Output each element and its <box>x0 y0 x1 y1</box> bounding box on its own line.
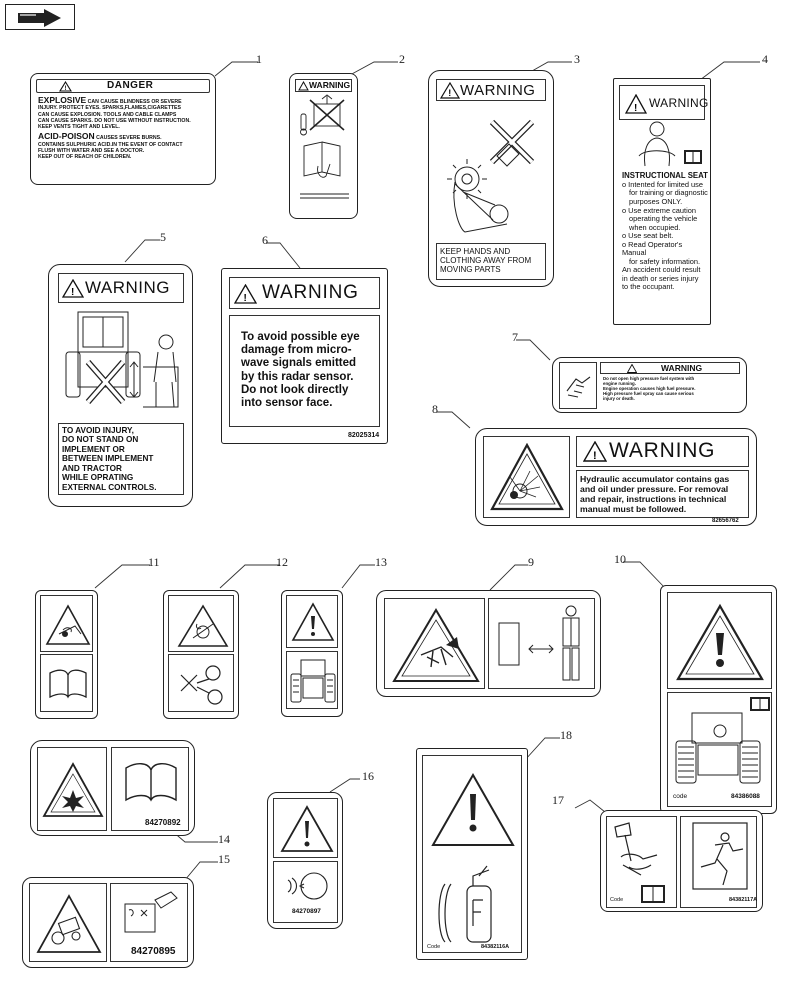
warning-battery-pictogram-decal[interactable] <box>289 73 358 219</box>
callout-number: 10 <box>614 552 626 566</box>
danger-text <box>38 97 213 161</box>
ear-protection-warning-decal[interactable] <box>267 792 343 929</box>
hearing-panel <box>273 861 338 923</box>
warning-line: IMPLEMENT OR <box>62 444 125 454</box>
crush-hazard-icon <box>391 607 481 683</box>
danger-title: DANGER <box>107 80 154 91</box>
warning-line: injury or death. <box>603 396 635 402</box>
part-code: 84270895 <box>131 946 176 957</box>
warning-header <box>576 436 749 467</box>
part-code: 84382117A <box>729 897 758 903</box>
tractor-rear-icon <box>289 658 337 706</box>
warning-line: Do not open high pressure fuel system with <box>603 376 695 381</box>
seat-line: for safety information. <box>629 256 701 266</box>
part-code: 84270892 <box>145 818 181 827</box>
exit-panel <box>680 816 757 908</box>
pto-hazard-panel <box>168 595 234 652</box>
part-code: 84386088 <box>731 793 760 800</box>
warning-triangle-icon <box>676 603 764 681</box>
fire-extinguisher-decal[interactable] <box>416 748 528 960</box>
hand-spray-icon <box>562 371 596 401</box>
warning-line: TO AVOID INJURY, <box>62 426 134 435</box>
acid-text: FLUSH WITH WATER AND SEE A DOCTOR. <box>38 148 145 155</box>
warning-text <box>62 426 156 492</box>
code-label: Code <box>610 897 624 903</box>
warning-line: To avoid possible eye <box>241 331 360 343</box>
seat-line: o Intented for limited use <box>622 179 703 189</box>
manual-panel <box>40 654 93 712</box>
callout-number: 17 <box>552 793 564 807</box>
callout-number: 5 <box>160 230 166 244</box>
warning-triangle-icon <box>298 81 309 91</box>
safe-distance-pictogram-panel <box>488 598 595 689</box>
warning-line: into sensor face. <box>241 397 333 410</box>
seat-line: purposes ONLY. <box>629 196 683 206</box>
navigate-button[interactable] <box>5 4 75 30</box>
warning-header <box>295 79 352 92</box>
callout-number: 4 <box>762 52 768 66</box>
acid-lead: ACID-POISON <box>38 131 95 142</box>
warning-triangle-icon <box>291 602 335 642</box>
svg-text:!: ! <box>634 103 638 114</box>
crush-hazard-distance-decal[interactable] <box>376 590 601 697</box>
operator-manual-icon <box>641 885 665 903</box>
warning-triangle-icon <box>583 441 607 462</box>
warning-text <box>603 376 743 401</box>
acid-text: KEEP OUT OF REACH OF CHILDREN. <box>38 154 132 161</box>
warning-triangle-icon <box>59 81 72 92</box>
callout-number: 12 <box>276 555 288 569</box>
explosion-panel <box>37 747 107 831</box>
radar-sensor-warning-decal[interactable] <box>221 268 388 444</box>
warning-triangle-icon <box>431 772 515 848</box>
pto-entanglement-decal[interactable] <box>163 590 239 719</box>
arrow-right-icon <box>6 5 76 31</box>
tractor-rear-icon <box>672 711 769 787</box>
danger-battery-decal[interactable] <box>30 73 216 185</box>
code-label: code <box>673 793 688 800</box>
warning-line: BETWEEN IMPLEMENT <box>62 454 154 464</box>
warning-line: damage from micro- <box>241 344 352 357</box>
svg-text:!: ! <box>71 287 75 298</box>
tractor-manual-panel <box>667 692 772 807</box>
warning-message <box>576 470 749 518</box>
accumulator-pictogram-panel <box>483 436 570 518</box>
seat-title: INSTRUCTIONAL SEAT <box>622 171 708 180</box>
part-code: 84270897 <box>292 908 321 915</box>
acid-text: CONTAINS SULPHURIC ACID.IN THE EVENT OF CONTACT <box>38 141 183 148</box>
warning-triangle-icon <box>234 284 257 304</box>
callout-number: 1 <box>256 52 262 66</box>
warning-triangle-icon <box>625 94 647 114</box>
operator-manual-icon <box>124 762 178 802</box>
warning-line: Hydraulic accumulator contains gas <box>580 474 730 484</box>
hydraulic-accumulator-decal[interactable] <box>475 428 757 526</box>
implement-hazard-manual-decal[interactable] <box>35 590 98 719</box>
svg-text:!: ! <box>64 86 67 92</box>
warning-triangle-icon <box>62 279 84 298</box>
warning-message <box>229 315 380 427</box>
code-label: Code <box>427 944 441 950</box>
operator-manual-icon <box>750 697 770 711</box>
shaft-panel <box>168 654 234 712</box>
explosive-text: KEEP VENTS TIGHT AND LEVEL. <box>38 124 120 131</box>
warning-line: EXTERNAL CONTROLS. <box>62 482 157 492</box>
acid-text: CAUSES SEVERE BURNS. <box>96 135 162 142</box>
warning-line: by this radar sensor. <box>241 370 354 383</box>
rollover-panel <box>29 883 107 962</box>
warning-line: Engine operation causes high fuel pressure. <box>603 386 696 392</box>
callout-number: 8 <box>432 402 438 416</box>
seat-line: o Use extreme caution <box>622 205 696 215</box>
callout-number: 15 <box>218 852 230 866</box>
callout-number: 13 <box>375 555 387 569</box>
operator-manual-icon <box>48 669 88 699</box>
warning-title: WARNING <box>649 96 709 110</box>
danger-header <box>36 79 210 93</box>
warning-line: High pressure fuel spray can cause serious <box>603 391 694 397</box>
running-person-exit-icon <box>685 821 755 893</box>
fire-warning-panel <box>422 755 522 953</box>
instructional-seat-text <box>622 172 708 292</box>
instructional-seat-decal[interactable] <box>613 78 711 325</box>
rollover-hazard-icon <box>36 894 102 954</box>
emergency-hammer-icon <box>611 821 673 891</box>
hand-spray-panel <box>559 362 597 409</box>
svg-text:!: ! <box>243 293 247 304</box>
tractor-implement-pictogram <box>58 307 184 419</box>
callout-number: 18 <box>560 728 572 742</box>
warning-header <box>436 79 546 101</box>
warning-line: AND TRACTOR <box>62 463 122 473</box>
callout-number: 11 <box>148 555 160 569</box>
emergency-exit-hammer-decal[interactable] <box>600 810 763 912</box>
warning-line: engine running. <box>603 381 636 387</box>
warning-line: manual must be followed. <box>580 504 687 514</box>
warning-title: WARNING <box>460 82 536 99</box>
explosion-warning-icon <box>42 762 104 818</box>
rollover-manual-decal[interactable] <box>22 877 194 968</box>
seat-line: o Read Operator's Manual <box>622 239 683 258</box>
warning-line: and repair, instructions in technical <box>580 494 727 504</box>
warning-triangle-panel <box>286 595 338 648</box>
manual-panel <box>111 747 189 831</box>
explosive-text: CAN CAUSE BLINDNESS OR SEVERE <box>87 99 182 105</box>
cab-maintenance-icon <box>121 890 181 942</box>
crush-pictogram-panel <box>384 598 485 689</box>
implement-hazard-panel <box>40 595 93 652</box>
warning-title: WARNING <box>609 439 716 462</box>
seat-line: An accident could result <box>622 265 701 275</box>
warning-triangle-panel <box>273 798 338 858</box>
callout-number: 14 <box>218 832 230 846</box>
callout-number: 16 <box>362 769 374 783</box>
tractor-warning-manual-decal[interactable] <box>660 585 777 814</box>
tractor-panel <box>286 651 338 709</box>
warning-triangle-panel <box>667 592 772 689</box>
part-code: 82025314 <box>348 432 380 439</box>
warning-header <box>600 362 740 374</box>
warning-header <box>58 273 184 303</box>
warning-message <box>436 243 546 280</box>
hearing-protection-icon <box>282 868 332 904</box>
warning-line: DO NOT STAND ON <box>62 435 139 445</box>
warning-title: WARNING <box>309 80 351 90</box>
fuel-pressure-warning-decal[interactable] <box>552 357 747 413</box>
svg-text:!: ! <box>593 450 597 462</box>
tractor-general-warning-decal[interactable] <box>281 590 343 717</box>
seated-operator-pictogram <box>619 121 705 171</box>
warning-line: WHILE OPRATING <box>62 473 134 483</box>
explosion-warning-icon <box>490 443 564 511</box>
part-code: 84382116A <box>481 944 510 950</box>
moving-parts-warning-decal[interactable] <box>428 70 554 287</box>
seat-line: in death or series injury <box>622 273 699 283</box>
part-code: 82656762 <box>712 518 739 524</box>
maintenance-panel <box>110 883 188 962</box>
seat-line: for training or diagnostic <box>629 188 708 198</box>
safe-distance-icon <box>493 603 593 687</box>
pto-shaft-icon <box>175 661 231 709</box>
warning-header <box>229 277 380 309</box>
warning-triangle-icon <box>280 805 334 853</box>
warning-line: wave signals emitted <box>241 357 357 370</box>
seat-line: o Use seat belt. <box>622 231 674 241</box>
warning-line: KEEP HANDS AND <box>440 247 511 256</box>
warning-text <box>241 331 360 410</box>
warning-header <box>619 85 709 120</box>
explosive-text: CAN CAUSE SPARKS. DO NOT USE WITHOUT INSTRUCTION. <box>38 117 191 124</box>
svg-text:!: ! <box>448 88 452 98</box>
callout-number: 2 <box>399 52 405 66</box>
warning-text <box>440 247 531 275</box>
callout-number: 9 <box>528 555 534 569</box>
explosive-text: CAN CAUSE EXPLOSION. TOOLS AND CABLE CLAMPS <box>38 111 177 118</box>
pto-hazard-icon <box>177 604 229 648</box>
callout-number: 7 <box>512 330 518 344</box>
belt-entanglement-pictogram <box>437 104 547 239</box>
warning-text <box>580 474 729 514</box>
warning-line: CLOTHING AWAY FROM <box>440 256 532 266</box>
battery-hazard-pictogram <box>296 94 353 214</box>
callout-number: 6 <box>262 233 268 247</box>
implement-warning-decal[interactable] <box>48 264 193 507</box>
seat-line: to the occupant. <box>622 282 675 292</box>
warning-title: WARNING <box>661 363 703 373</box>
warning-title: WARNING <box>85 278 171 297</box>
warning-message <box>58 423 184 495</box>
warning-title: WARNING <box>262 282 359 303</box>
implement-hazard-icon <box>45 604 91 646</box>
seat-line: operating the vehicle <box>629 214 698 224</box>
explosive-text: INJURY. PROTECT EYES. SPARKS,FLAMES,CIGARETTES <box>38 105 181 112</box>
seat-line: when occupied. <box>629 222 681 232</box>
warning-line: MOVING PARTS <box>440 265 501 275</box>
callout-number: 3 <box>574 52 580 66</box>
fire-extinguisher-icon <box>435 864 511 944</box>
warning-line: and oil under pressure. For removal <box>580 484 729 494</box>
explosive-lead: EXPLOSIVE <box>38 95 87 105</box>
warning-line: Do not look directly <box>241 383 349 396</box>
hammer-panel <box>606 816 677 908</box>
warning-triangle-icon <box>627 364 637 373</box>
battery-explosion-manual-decal[interactable] <box>30 740 195 836</box>
warning-triangle-icon <box>440 82 460 99</box>
